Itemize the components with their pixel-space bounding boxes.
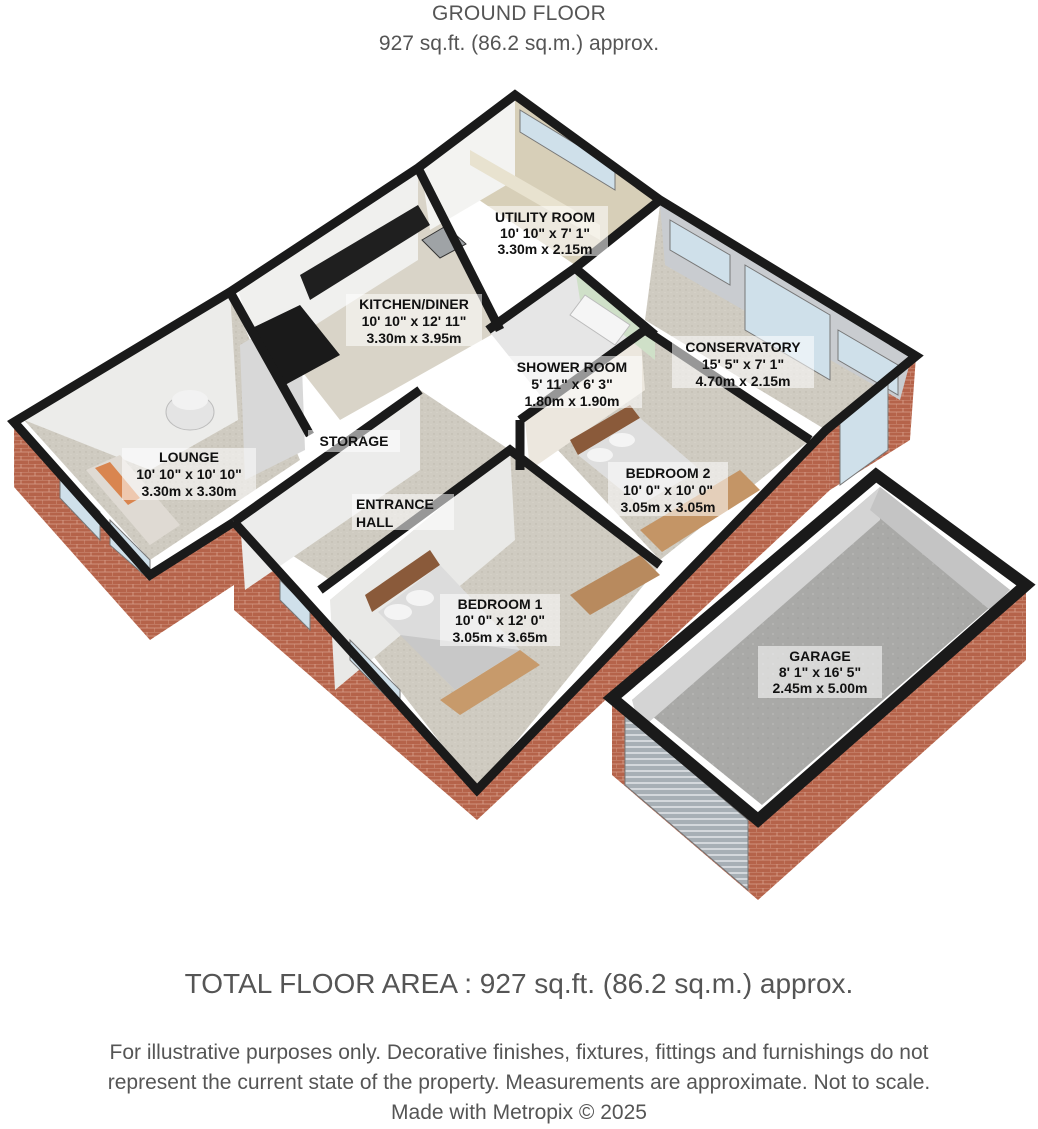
bedroom2-metric: 3.05m x 3.05m [620,499,716,515]
disclaimer-line-1: For illustrative purposes only. Decorative finishes, fixtures, fittings and furnishings do not [109,1041,929,1064]
storage-name: STORAGE [319,433,389,449]
shower-name: SHOWER ROOM [516,359,628,375]
garage-imperial: 8' 1" x 16' 5" [778,664,862,680]
conservatory-metric: 4.70m x 2.15m [695,373,791,389]
utility-room-imperial: 10' 10" x 7' 1" [500,225,590,241]
shower-metric: 1.80m x 1.90m [524,393,620,409]
kitchen-name: KITCHEN/DINER [359,296,469,312]
floor-title: GROUND FLOOR [432,2,606,25]
lounge-imperial: 10' 10" x 10' 10" [136,466,242,482]
conservatory-imperial: 15' 5" x 7' 1" [701,356,785,372]
label-utility-room [482,206,608,257]
bedroom1-metric: 3.05m x 3.65m [452,629,548,645]
bedroom1-imperial: 10' 0" x 12' 0" [455,612,545,628]
lounge-name: LOUNGE [159,449,219,465]
floor-plan [0,80,1038,930]
utility-room-metric: 3.30m x 2.15m [497,241,593,257]
total-floor-area: TOTAL FLOOR AREA : 927 sq.ft. (86.2 sq.m.) approx. [184,968,854,999]
garage-name: GARAGE [789,648,851,664]
label-bedroom-1 [440,594,560,646]
floor-header [0,0,1038,56]
label-kitchen-diner [346,294,482,346]
garage-metric: 2.45m x 5.00m [772,680,868,696]
label-bedroom-2 [608,462,728,516]
kitchen-imperial: 10' 10" x 12' 11" [361,313,467,329]
bedroom2-name: BEDROOM 2 [625,465,711,481]
disclaimer [0,1038,1038,1128]
hall-name-line1: ENTRANCE [356,496,434,512]
bedroom2-imperial: 10' 0" x 10' 0" [623,482,713,498]
disclaimer-line-2: represent the current state of the property. Measurements are approximate. Not to scale. [107,1071,931,1094]
copyright-line: Made with Metropix © 2025 [391,1101,647,1124]
bedroom1-name: BEDROOM 1 [457,596,543,612]
utility-room-name: UTILITY ROOM [494,209,596,225]
lounge-metric: 3.30m x 3.30m [141,483,237,499]
label-garage [758,646,882,698]
label-shower-room [502,356,642,409]
kitchen-metric: 3.30m x 3.95m [366,330,462,346]
label-storage [308,430,400,452]
conservatory-name: CONSERVATORY [685,339,801,355]
label-lounge [122,448,256,500]
label-entrance-hall [352,494,454,530]
hall-name-line2: HALL [356,514,394,530]
label-conservatory [672,336,814,389]
floor-area: 927 sq.ft. (86.2 sq.m.) approx. [378,32,660,55]
shower-imperial: 5' 11" x 6' 3" [531,376,613,392]
